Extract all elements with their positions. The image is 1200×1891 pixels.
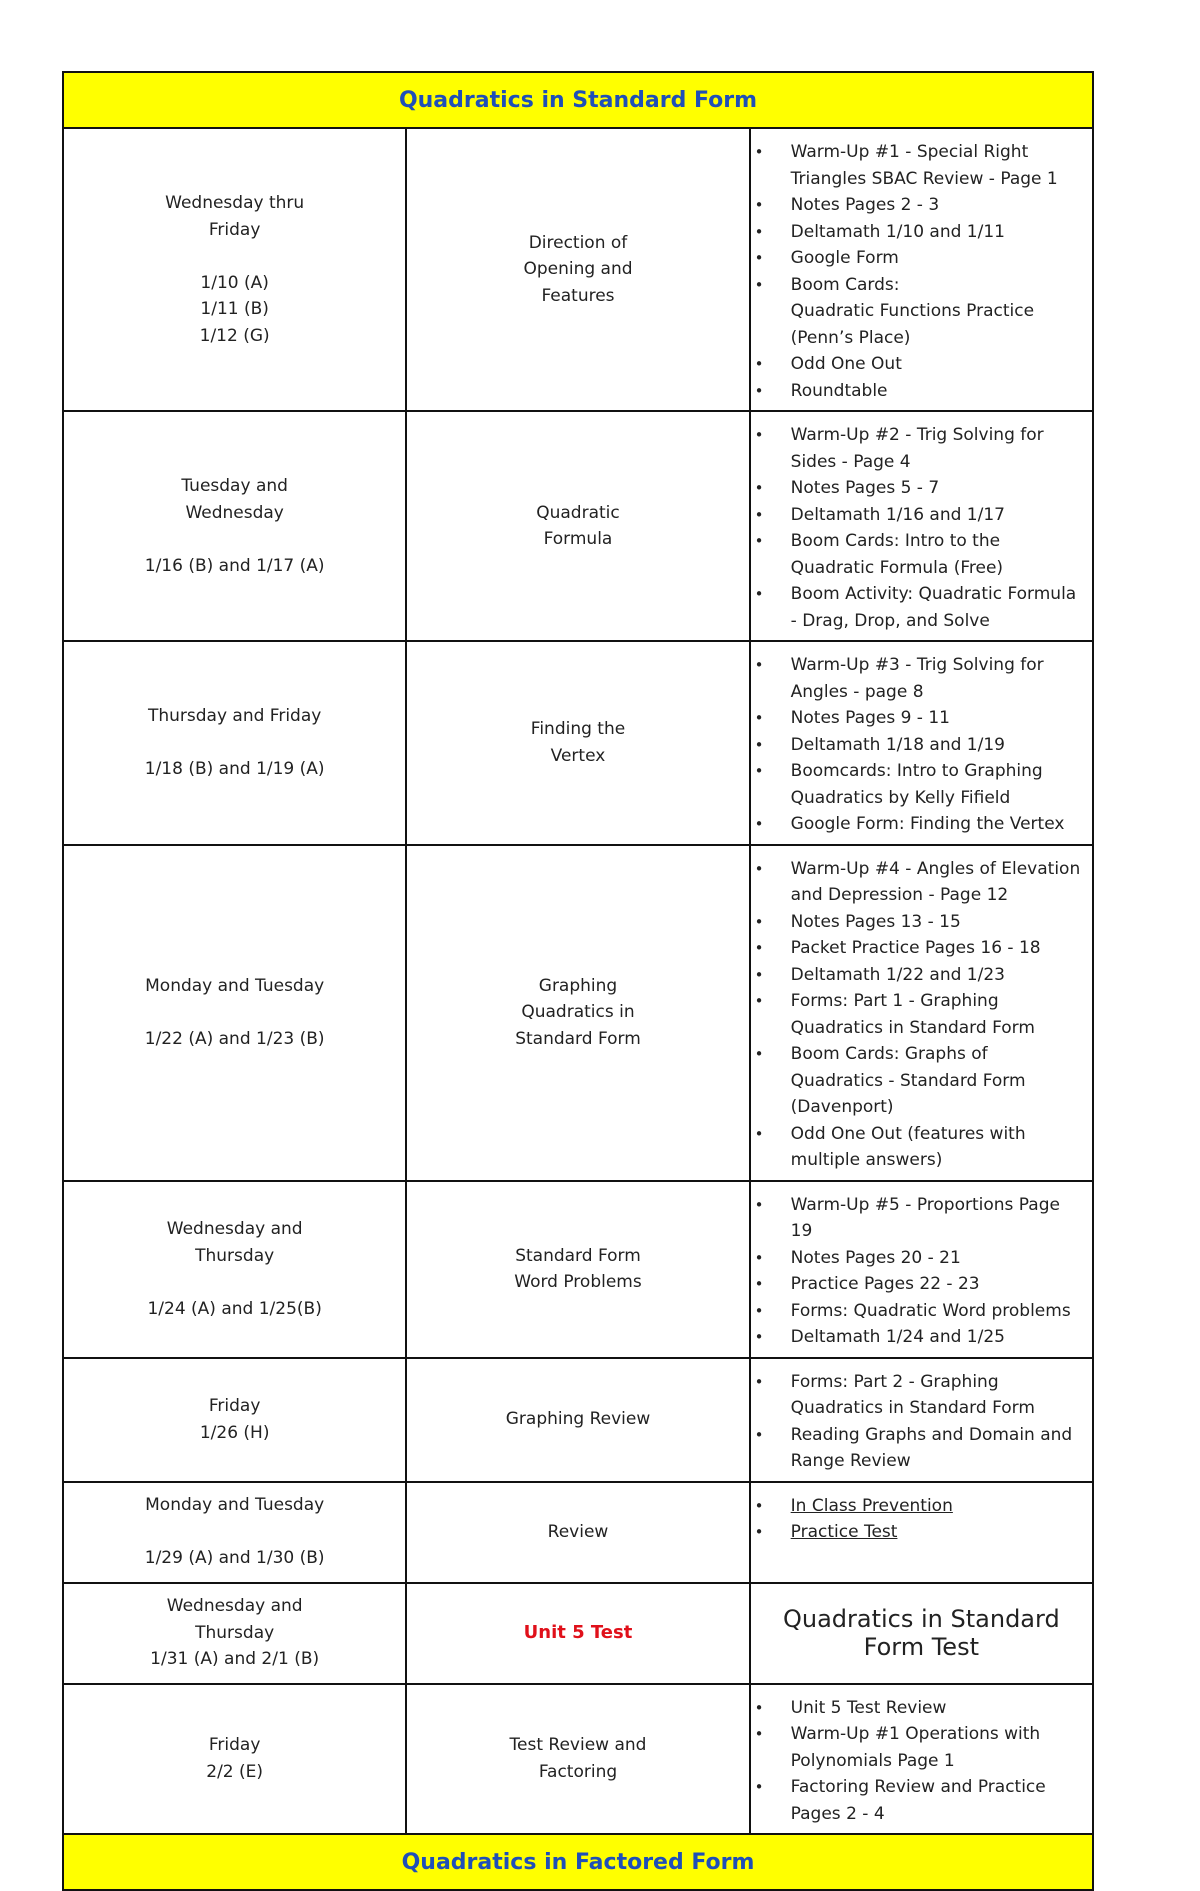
list-item: • Warm-Up #5 - Proportions Page 19 bbox=[751, 1192, 1082, 1245]
section-header-standard-form: Quadratics in Standard Form bbox=[63, 72, 1093, 128]
topic-cell bbox=[406, 845, 749, 1181]
list-item: • Warm-Up #1 - Special Right Triangles SBAC Review - Page 1 bbox=[751, 139, 1082, 192]
section-header-factored-form: Quadratics in Factored Form bbox=[63, 1834, 1093, 1890]
list-item: • Notes Pages 5 - 7 bbox=[751, 475, 1082, 502]
bullet-icon: • bbox=[754, 532, 764, 550]
bullet-icon: • bbox=[754, 1301, 764, 1320]
topic-cell bbox=[406, 1181, 749, 1358]
date-line: Friday bbox=[208, 1735, 261, 1756]
date-cell bbox=[63, 641, 406, 845]
date-cell bbox=[63, 845, 406, 1181]
date-cell bbox=[63, 1181, 406, 1358]
bullet-icon: • bbox=[754, 275, 764, 294]
date-line: 1/18 (B) and 1/19 (A) bbox=[144, 759, 325, 779]
date-cell bbox=[63, 1358, 406, 1482]
activity-list bbox=[751, 1483, 1092, 1552]
schedule-row bbox=[63, 1684, 1093, 1835]
topic-line: Quadratics in bbox=[521, 1002, 635, 1023]
date-line: Thursday bbox=[195, 1622, 275, 1643]
date-line: 1/16 (B) and 1/17 (A) bbox=[144, 555, 325, 576]
bullet-icon: • bbox=[754, 355, 764, 373]
date-line: Friday bbox=[208, 219, 261, 240]
bullet-icon: • bbox=[754, 656, 764, 674]
topic-line: Direction of bbox=[528, 232, 628, 253]
bullet-icon: • bbox=[754, 249, 764, 267]
bullet-icon: • bbox=[754, 1496, 764, 1515]
topic-line: Formula bbox=[543, 529, 613, 549]
bullet-icon: • bbox=[754, 735, 764, 754]
list-item: • Warm-Up #1 Operations with Polynomials Page 1 bbox=[751, 1721, 1082, 1774]
bullet-icon: • bbox=[754, 815, 764, 833]
bullet-icon: • bbox=[754, 585, 764, 603]
date-line: 1/11 (B) bbox=[200, 299, 269, 319]
list-item: • Warm-Up #4 - Angles of Elevation and Depression - Page 12 bbox=[751, 856, 1082, 909]
list-item: • Boomcards: Intro to Graphing Quadratics by Kelly Fifield bbox=[751, 758, 1082, 811]
bullet-icon: • bbox=[754, 381, 764, 400]
schedule-row bbox=[63, 128, 1093, 411]
unit-test-label: Unit 5 Test bbox=[523, 1621, 633, 1643]
list-item bbox=[751, 1493, 1082, 1520]
date-line: 2/2 (E) bbox=[206, 1761, 264, 1782]
date-cell bbox=[63, 411, 406, 641]
practice-test-link[interactable]: Practice Test bbox=[790, 1522, 898, 1542]
activity-list bbox=[751, 1685, 1092, 1834]
bullet-icon: • bbox=[754, 1195, 764, 1214]
date-line: 1/10 (A) bbox=[200, 272, 269, 293]
activities-cell bbox=[750, 1482, 1093, 1583]
bullet-icon: • bbox=[754, 426, 764, 444]
list-item: • Boom Cards: Intro to the Quadratic Formula (Free) bbox=[751, 528, 1082, 581]
schedule-row bbox=[63, 1358, 1093, 1482]
bullet-icon: • bbox=[754, 196, 764, 214]
date-cell bbox=[63, 1482, 406, 1583]
list-item: • Packet Practice Pages 16 - 18 bbox=[751, 935, 1082, 962]
list-item: • Odd One Out (features with multiple answers) bbox=[751, 1121, 1082, 1174]
bullet-icon: • bbox=[754, 1372, 764, 1391]
in-class-prevention-link[interactable]: In Class Prevention bbox=[790, 1495, 953, 1516]
schedule-row bbox=[63, 411, 1093, 641]
date-cell bbox=[63, 1684, 406, 1835]
topic-cell bbox=[406, 1684, 749, 1835]
list-item: • Unit 5 Test Review bbox=[751, 1695, 1082, 1722]
activity-list bbox=[751, 129, 1092, 410]
bullet-icon: • bbox=[754, 505, 764, 524]
bullet-icon: • bbox=[754, 1275, 764, 1293]
activity-list bbox=[751, 642, 1092, 844]
bullet-icon: • bbox=[754, 912, 764, 931]
test-title: Quadratics in Standard Form Test bbox=[750, 1583, 1093, 1684]
activity-list bbox=[751, 1359, 1092, 1481]
date-line: Tuesday and bbox=[181, 476, 288, 496]
topic-line: Test Review and bbox=[509, 1735, 647, 1756]
date-line: 1/24 (A) and 1/25(B) bbox=[147, 1298, 322, 1319]
bullet-icon: • bbox=[754, 859, 764, 878]
date-line: 1/26 (H) bbox=[199, 1422, 270, 1443]
activities-cell bbox=[750, 1684, 1093, 1835]
bullet-icon: • bbox=[754, 1328, 764, 1346]
date-cell bbox=[63, 128, 406, 411]
bullet-icon: • bbox=[754, 222, 764, 241]
list-item: • Forms: Part 1 - Graphing Quadratics in Standard Form bbox=[751, 988, 1082, 1041]
topic-cell bbox=[406, 641, 749, 845]
list-item: • Google Form: Finding the Vertex bbox=[751, 811, 1082, 838]
bullet-icon: • bbox=[754, 1725, 764, 1743]
list-item: • Google Form bbox=[751, 245, 1082, 272]
bullet-icon: • bbox=[754, 1124, 764, 1143]
activities-cell bbox=[750, 1358, 1093, 1482]
topic-cell bbox=[406, 1482, 749, 1583]
date-line: Wednesday and bbox=[166, 1596, 303, 1617]
bullet-icon: • bbox=[754, 1523, 764, 1541]
list-item: • Boom Cards: Graphs of Quadratics - Standard Form (Davenport) bbox=[751, 1041, 1082, 1121]
topic-cell bbox=[406, 1358, 749, 1482]
activities-cell bbox=[750, 1181, 1093, 1358]
bullet-icon: • bbox=[754, 965, 764, 984]
topic-line: Standard Form bbox=[515, 1245, 641, 1266]
bullet-icon: • bbox=[754, 709, 764, 727]
list-item: • Practice Pages 22 - 23 bbox=[751, 1271, 1082, 1298]
schedule-row bbox=[63, 1583, 1093, 1684]
list-item bbox=[751, 1519, 1082, 1546]
list-item-continuation: Quadratic Functions Practice (Penn’s Place) bbox=[790, 301, 1035, 348]
bullet-icon: • bbox=[754, 1425, 764, 1444]
activities-cell bbox=[750, 845, 1093, 1181]
date-line: Thursday and Friday bbox=[147, 706, 322, 726]
list-item: • Roundtable bbox=[751, 378, 1082, 405]
list-item: • Deltamath 1/10 and 1/11 bbox=[751, 219, 1082, 246]
activities-cell bbox=[750, 641, 1093, 845]
schedule-table bbox=[62, 71, 1094, 1891]
list-item: • Boom Cards: Quadratic Functions Practice (Penn’s Place) bbox=[751, 272, 1082, 352]
topic-line: Standard Form bbox=[515, 1028, 641, 1049]
topic-line: Review bbox=[547, 1521, 609, 1542]
bullet-icon: • bbox=[754, 1045, 764, 1063]
topic-line: Finding the bbox=[530, 719, 626, 740]
bullet-icon: • bbox=[754, 762, 764, 780]
topic-line: Vertex bbox=[550, 745, 606, 766]
list-item: • Deltamath 1/16 and 1/17 bbox=[751, 502, 1082, 529]
topic-line: Graphing bbox=[538, 975, 618, 996]
topic-cell bbox=[406, 411, 749, 641]
topic-line: Quadratic bbox=[536, 502, 620, 523]
schedule-row bbox=[63, 845, 1093, 1181]
list-item: • Reading Graphs and Domain and Range Review bbox=[751, 1422, 1082, 1475]
list-item: • Forms: Quadratic Word problems bbox=[751, 1298, 1082, 1325]
list-item: • Forms: Part 2 - Graphing Quadratics in Standard Form bbox=[751, 1369, 1082, 1422]
topic-line: Graphing Review bbox=[505, 1409, 651, 1430]
date-cell bbox=[63, 1583, 406, 1684]
list-item: • Deltamath 1/18 and 1/19 bbox=[751, 732, 1082, 759]
bullet-icon: • bbox=[754, 143, 764, 161]
topic-cell bbox=[406, 128, 749, 411]
topic-line: Word Problems bbox=[514, 1272, 642, 1292]
date-line: Thursday bbox=[195, 1245, 275, 1266]
date-line: Monday and Tuesday bbox=[145, 1495, 325, 1516]
bullet-icon: • bbox=[754, 1778, 764, 1796]
date-line: Monday and Tuesday bbox=[145, 975, 325, 996]
list-item: • Notes Pages 2 - 3 bbox=[751, 192, 1082, 219]
bullet-icon: • bbox=[754, 1248, 764, 1267]
date-line: 1/29 (A) and 1/30 (B) bbox=[144, 1548, 325, 1569]
bullet-icon: • bbox=[754, 1698, 764, 1717]
topic-cell bbox=[406, 1583, 749, 1684]
bullet-icon: • bbox=[754, 939, 764, 957]
list-item: • Notes Pages 13 - 15 bbox=[751, 909, 1082, 936]
date-line: 1/12 (G) bbox=[199, 325, 270, 346]
schedule-row bbox=[63, 1181, 1093, 1358]
topic-line: Opening and bbox=[523, 259, 633, 280]
date-line: Wednesday and bbox=[166, 1219, 303, 1239]
schedule-row bbox=[63, 1482, 1093, 1583]
list-item: • Notes Pages 9 - 11 bbox=[751, 705, 1082, 732]
list-item: • Warm-Up #3 - Trig Solving for Angles - page 8 bbox=[751, 652, 1082, 705]
activity-list bbox=[751, 846, 1092, 1180]
bullet-icon: • bbox=[754, 992, 764, 1010]
activities-cell bbox=[750, 411, 1093, 641]
activities-cell bbox=[750, 128, 1093, 411]
date-line: 1/22 (A) and 1/23 (B) bbox=[144, 1028, 325, 1049]
list-item: • Odd One Out bbox=[751, 351, 1082, 378]
bullet-icon: • bbox=[754, 479, 764, 497]
list-item: • Warm-Up #2 - Trig Solving for Sides - Page 4 bbox=[751, 422, 1082, 475]
date-line: Friday bbox=[208, 1396, 261, 1416]
activity-list bbox=[751, 1182, 1092, 1357]
list-item: • Deltamath 1/22 and 1/23 bbox=[751, 962, 1082, 989]
topic-line: Factoring bbox=[538, 1761, 618, 1782]
schedule-row bbox=[63, 641, 1093, 845]
date-line: Wednesday bbox=[185, 502, 284, 523]
topic-line: Features bbox=[541, 285, 615, 306]
activity-list bbox=[751, 412, 1092, 640]
date-line: Wednesday thru bbox=[165, 193, 305, 213]
list-item: • Factoring Review and Practice Pages 2 - 4 bbox=[751, 1774, 1082, 1827]
list-item: • Deltamath 1/24 and 1/25 bbox=[751, 1324, 1082, 1351]
list-item: • Boom Activity: Quadratic Formula - Drag, Drop, and Solve bbox=[751, 581, 1082, 634]
list-item: • Notes Pages 20 - 21 bbox=[751, 1245, 1082, 1272]
date-line: 1/31 (A) and 2/1 (B) bbox=[150, 1649, 320, 1670]
